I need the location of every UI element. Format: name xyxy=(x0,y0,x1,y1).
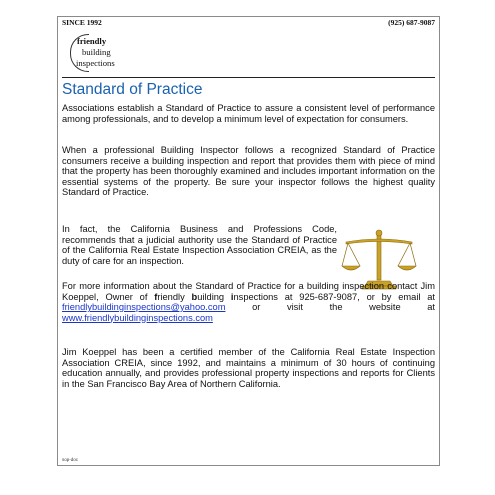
logo-word-inspections: inspections xyxy=(76,58,115,68)
paragraph-professional-inspector: When a professional Building Inspector follows a recognized Standard of Practice consumers receive a building inspection and report that provides them with piece of mind that the property has been thoroughly examined and includes important information on the essential systems of the property. Be sure your inspector follows the highest quality Standard of Practice. xyxy=(62,145,435,197)
page-title: Standard of Practice xyxy=(62,81,203,98)
contact-bold-i: i xyxy=(230,291,234,302)
logo-line-friendly xyxy=(77,36,106,46)
paragraph-contact-info xyxy=(62,281,435,323)
logo-word-building: building xyxy=(82,47,111,57)
contact-bold-b: b xyxy=(191,291,198,302)
contact-text-1: For more information about the Standard of Practice for a building inspection contact Jim Koeppel, Owner of xyxy=(62,281,435,302)
paragraph-california-code: In fact, the California Business and Professions Code, recommends that a judicial authority use the Standard of Practice of the California Real Estate Inspection Association CREIA, as the duty of care for an inspection. xyxy=(62,224,337,266)
paragraph-about-jim: Jim Koeppel has been a certified member of the California Real Estate Inspection Association CREIA, since 1992, and maintains a minimum of 30 hours of continuing education annually, and provides professional property inspections and reports for Clients in the San Francisco Bay Area of Northern California. xyxy=(62,347,435,389)
contact-text-3: uilding xyxy=(197,291,231,302)
contact-bold-f: f xyxy=(154,291,158,302)
contact-text-4: nspections at 925-687-9087, or by email at xyxy=(233,291,436,302)
logo-word-friendly: friendly xyxy=(77,36,107,46)
phone-number: (925) 687-9087 xyxy=(388,18,435,27)
document-page xyxy=(57,16,440,466)
contact-text-2: riendly xyxy=(157,291,192,302)
company-logo xyxy=(74,30,134,74)
logo-line-inspections xyxy=(76,58,115,68)
header-divider xyxy=(62,77,435,78)
email-link[interactable]: friendlybuildinginspections@yahoo.com xyxy=(62,302,226,312)
header-bar xyxy=(62,18,435,28)
paragraph-associations: Associations establish a Standard of Practice to assure a consistent level of performance among professionals, and to develop a minimum level of expectation for consumers. xyxy=(62,103,435,124)
website-link[interactable]: www.friendlybuildinginspections.com xyxy=(62,312,213,323)
since-label: SINCE 1992 xyxy=(62,18,102,27)
footer-code: sop-doc xyxy=(62,457,79,462)
contact-text-5: or visit the website at xyxy=(225,302,435,312)
logo-line-building xyxy=(82,47,111,57)
